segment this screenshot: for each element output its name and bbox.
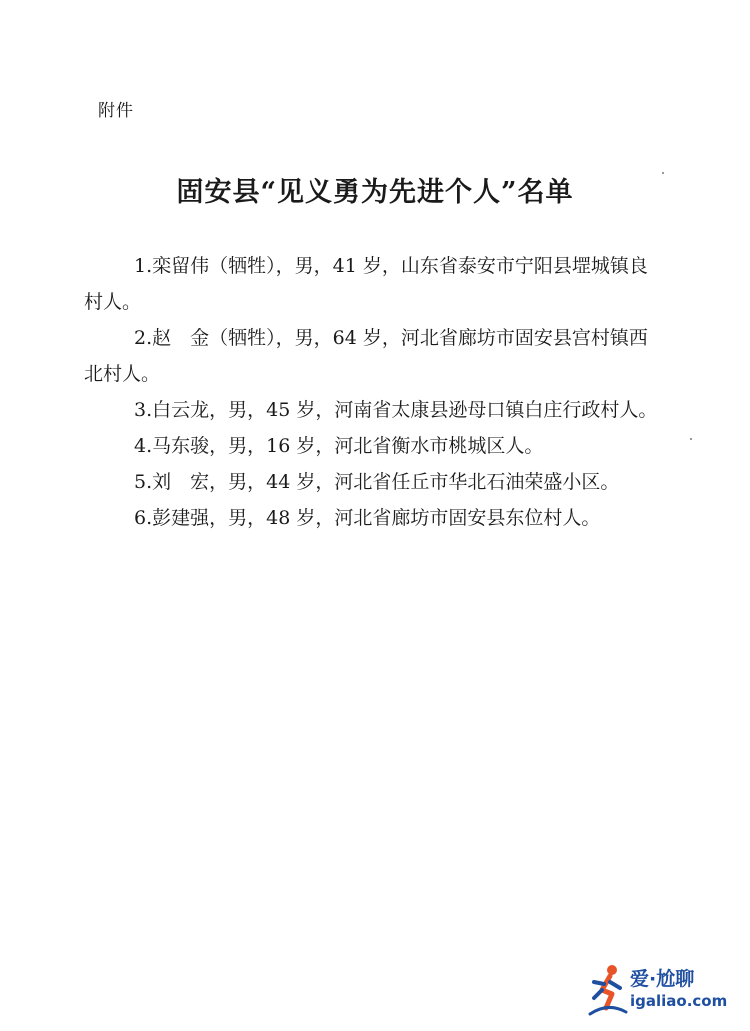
watermark-text: 爱·尬聊 xyxy=(630,968,695,990)
list-item-line: 4.马东骏，男，16 岁，河北省衡水市桃城区人。 xyxy=(134,435,544,457)
running-figure-icon xyxy=(588,962,628,1018)
attachment-label: 附件 xyxy=(98,101,134,121)
list-item xyxy=(84,428,684,464)
list-item xyxy=(84,392,684,428)
list-item-line-continued: 村人。 xyxy=(84,291,142,313)
list-item xyxy=(84,500,684,536)
document-title: 固安县“见义勇为先进个人”名单 xyxy=(176,177,574,208)
list-item-line: 3.白云龙，男，45 岁，河南省太康县逊母口镇白庄行政村人。 xyxy=(134,399,658,421)
scan-speck xyxy=(690,438,692,440)
scan-speck xyxy=(662,172,664,174)
list-item xyxy=(84,320,684,392)
list-item xyxy=(84,464,684,500)
watermark-url: igaliao.com xyxy=(630,992,728,1010)
list-item-line: 5.刘 宏，男，44 岁，河北省任丘市华北石油荣盛小区。 xyxy=(134,471,620,493)
list-item-line: 6.彭建强，男，48 岁，河北省廊坊市固安县东位村人。 xyxy=(134,507,601,529)
list-item xyxy=(84,248,684,320)
list-item-line: 1.栾留伟（牺牲），男，41 岁，山东省泰安市宁阳县堽城镇良 xyxy=(134,255,648,277)
list-item-line-continued: 北村人。 xyxy=(84,363,161,385)
list-item-line: 2.赵 金（牺牲），男，64 岁，河北省廊坊市固安县宫村镇西 xyxy=(134,327,648,349)
honoree-list xyxy=(84,248,684,536)
site-watermark xyxy=(588,958,748,1026)
